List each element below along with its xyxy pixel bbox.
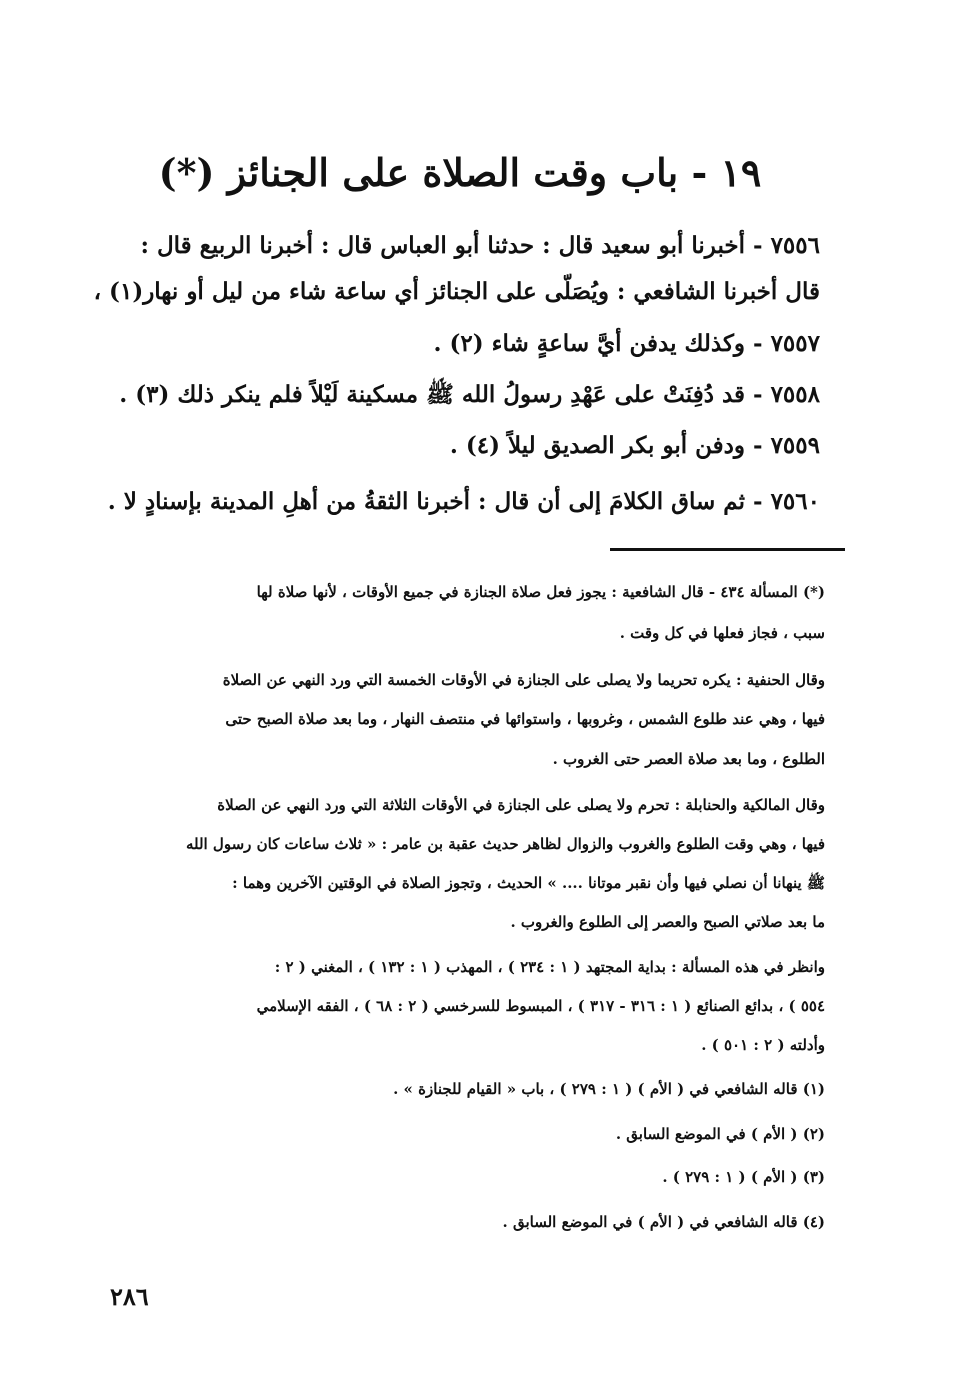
hadith-line: قال أخبرنا الشافعي : ويُصَلّى على الجنائز أي ساعة شاء من ليل أو نهار(١) ، (93, 278, 820, 305)
footnote-line: (٣) ( الأم ) ( ١ : ٢٧٩ ) . (662, 1168, 825, 1186)
footnote-line: فيها ، وهي عند طلوع الشمس ، وغروبها ، واستوائها في منتصف النهار ، وما بعد صلاة الصبح حتى (225, 710, 825, 728)
footnote-divider (610, 548, 845, 551)
footnote-line: وأدلته ( ٢ : ٥٠١ ) . (701, 1036, 825, 1054)
hadith-line: ٧٥٥٨ - قد دُفِنَتْ على عَهْدِ رسولُ الله ﷺ مسكينة لَيْلاً فلم ينكر ذلك (٣) . (119, 381, 820, 408)
footnote-line: (*) المسألة ٤٣٤ - قال الشافعية : يجوز فعل صلاة الجنازة في جميع الأوقات ، لأنها صلاة لها (256, 583, 825, 601)
chapter-title: ١٩ - باب وقت الصلاة على الجنائز (*) (158, 150, 762, 195)
footnote-line: ما بعد صلاتي الصبح والعصر إلى الطلوع والغروب . (510, 913, 825, 931)
hadith-line: ٧٥٥٧ - وكذلك يدفن أيَّ ساعةٍ شاء (٢) . (433, 330, 820, 357)
footnote-line: الطلوع ، وما بعد صلاة العصر حتى الغروب . (552, 750, 825, 768)
hadith-line: ٧٥٥٦ - أخبرنا أبو سعيد قال : حدثنا أبو العباس قال : أخبرنا الربيع قال : (140, 232, 820, 259)
hadith-line: ٧٥٥٩ - ودفن أبو بكر الصديق ليلاً (٤) . (449, 432, 820, 459)
footnote-line: وقال الحنفية : يكره تحريما ولا يصلى على الجنازة في الأوقات الخمسة التي ورد النهي عن الصلاة (222, 671, 825, 689)
footnote-line: سبب ، فجاز فعلها في كل وقت . (619, 624, 825, 642)
footnote-line: (١) قاله الشافعي في ( الأم ) ( ١ : ٢٧٩ ) ، باب « القيام للجنازة » . (393, 1080, 825, 1098)
footnote-line: وقال المالكية والحنابلة : تحرم ولا يصلى على الجنازة في الأوقات الثلاثة التي ورد النهي عن الصلاة (217, 796, 825, 814)
hadith-line: ٧٥٦٠ - ثم ساق الكلامَ إلى أن قال : أخبرنا الثقةُ من أهلِ المدينة بإسنادٍ لا . (107, 488, 820, 515)
footnote-line: ﷺ ينهانا أن نصلي فيها وأن نقبر موتانا .... » الحديث ، وتجوز الصلاة في الوقتين الآخرين وهما : (232, 874, 825, 892)
footnote-line: وانظر في هذه المسألة : بداية المجتهد ( ١ : ٢٣٤ ) ، المهذب ( ١ : ١٣٢ ) ، المغني ( ٢ : (274, 958, 825, 976)
footnote-line: (٢) ( الأم ) في الموضع السابق . (615, 1125, 825, 1143)
footnote-line: ٥٥٤ ) ، بدائع الصنائع ( ١ : ٣١٦ - ٣١٧ ) ، المبسوط للسرخسي ( ٢ : ٦٨ ) ، الفقه الإسلامي (256, 997, 825, 1015)
footnote-line: (٤) قاله الشافعي في ( الأم ) في الموضع السابق . (502, 1213, 825, 1231)
page-number: ٢٨٦ (110, 1282, 149, 1311)
footnote-line: فيها ، وهي وقت الطلوع والغروب والزوال لظاهر حديث عقبة بن عامر : « ثلاث ساعات كان رسول الله (185, 835, 825, 853)
